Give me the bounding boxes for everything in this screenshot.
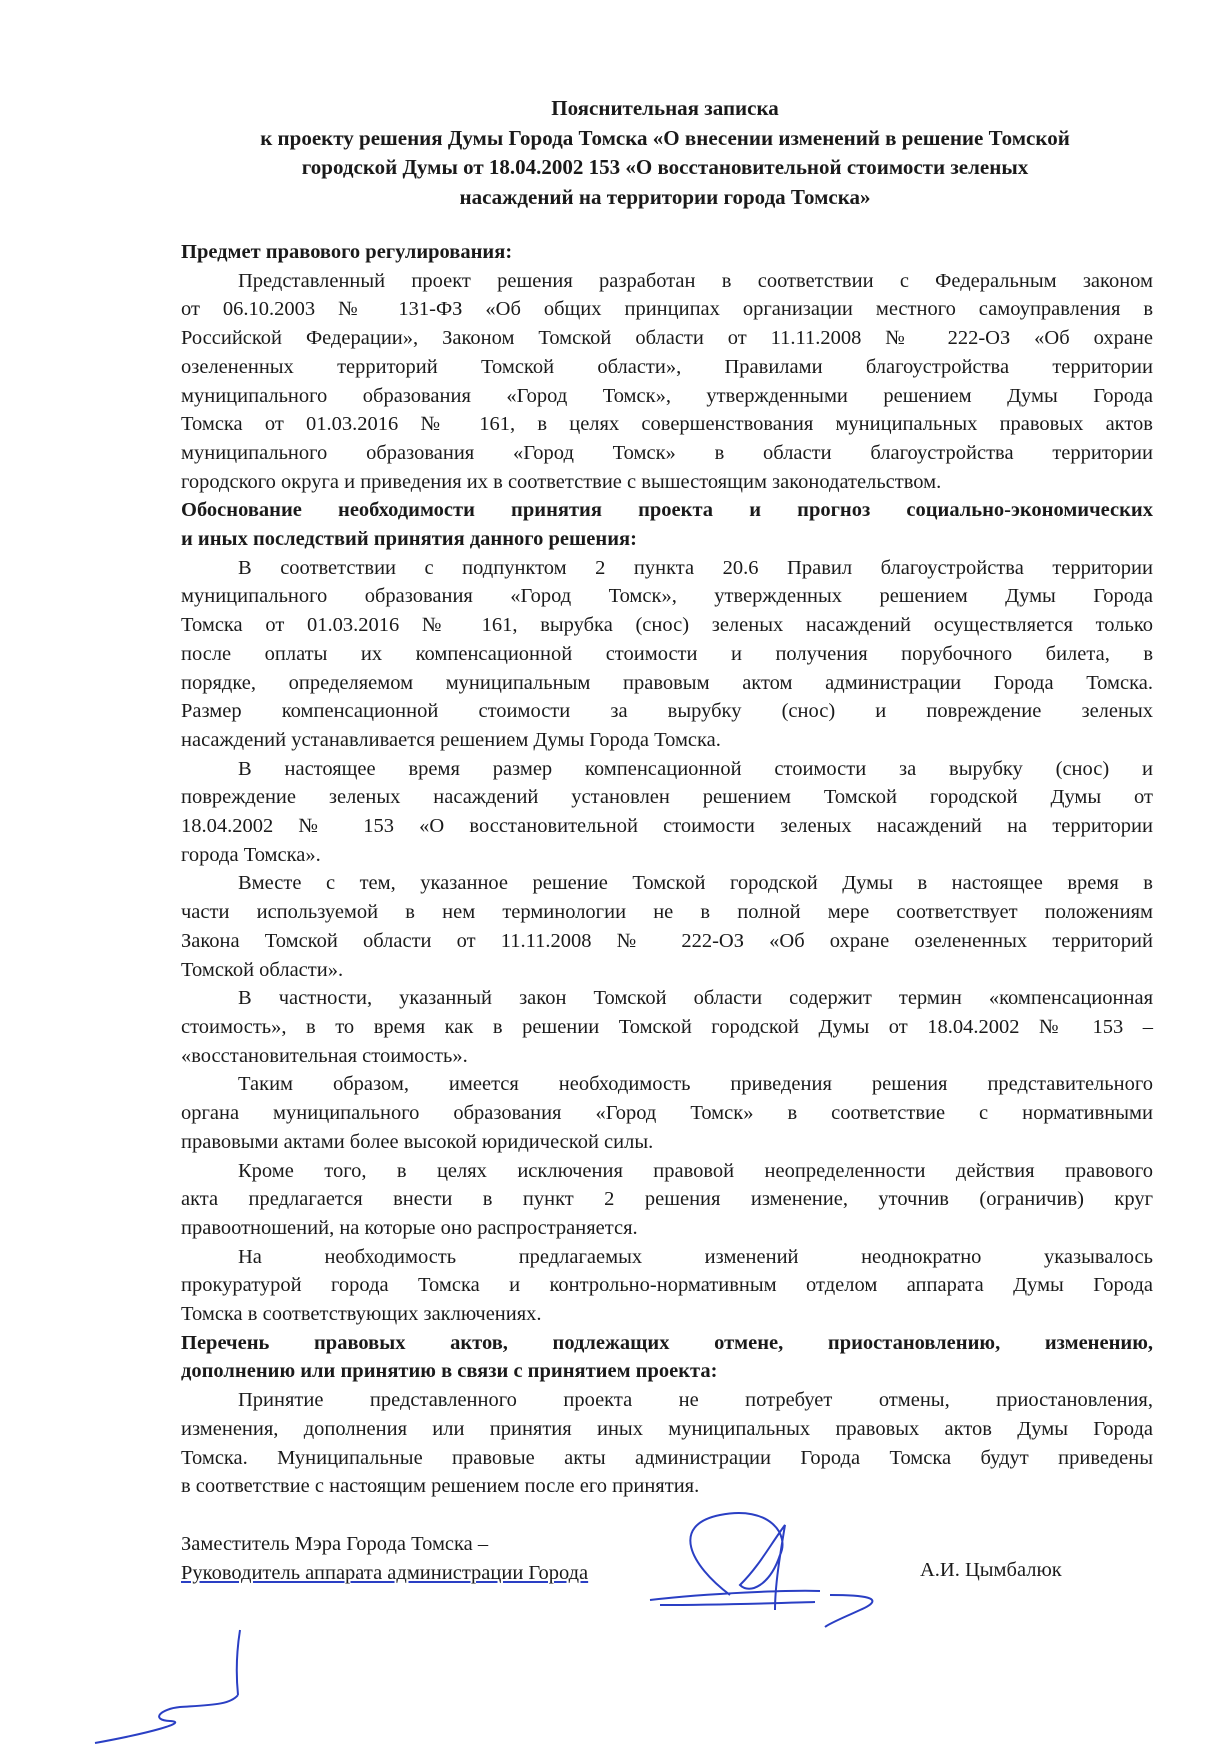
text-line: изменения, дополнения или принятия иных муниципальных правовых актов Думы Города (181, 1417, 1153, 1440)
section-heading (181, 238, 1153, 267)
paragraph (181, 1157, 1153, 1243)
position-line-2: Руководитель аппарата администрации Города (181, 1561, 589, 1584)
document-body (181, 238, 1153, 1501)
text-line: Перечень правовых актов, подлежащих отмене, приостановлению, изменению, (181, 1331, 1153, 1354)
paragraph (181, 267, 1153, 497)
text-line: дополнению или принятию в связи с принятием проекта: (181, 1360, 718, 1383)
text-line: порядке, определяемом муниципальным правовым актом администрации Города Томска. (181, 671, 1153, 694)
text-line: и иных последствий принятия данного решения: (181, 528, 637, 551)
paragraph (181, 554, 1153, 755)
text-line: от 06.10.2003 № 131-ФЗ «Об общих принципах организации местного самоуправления в (181, 298, 1153, 321)
position-line-1: Заместитель Мэра Города Томска – (181, 1533, 489, 1555)
text-line: муниципального образования «Город Томск», утвержденными решением Думы Города (181, 384, 1153, 407)
text-line: Представленный проект решения разработан в соответствии с Федеральным законом (238, 269, 1153, 292)
text-line: озелененных территорий Томской области», Правилами благоустройства территории (181, 355, 1153, 378)
text-line: после оплаты их компенсационной стоимости и получения порубочного билета, в (181, 642, 1153, 665)
text-line: насаждений устанавливается решением Думы Города Томска. (181, 728, 721, 751)
title-line: к проекту решения Думы Города Томска «О внесении изменений в решение Томской (260, 125, 1070, 150)
text-line: Принятие представленного проекта не потребует отмены, приостановления, (238, 1389, 1153, 1412)
text-line: муниципального образования «Город Томск», утвержденных решением Думы Города (181, 585, 1153, 608)
text-line: правовыми актами более высокой юридической силы. (181, 1130, 654, 1153)
text-line: Томска. Муниципальные правовые акты администрации Города Томска будут приведены (181, 1446, 1153, 1469)
text-line: части используемой в нем терминологии не в полной мере соответствует положениям (181, 901, 1153, 924)
text-line: «восстановительная стоимость». (181, 1044, 468, 1067)
paragraph (181, 755, 1153, 870)
paragraph (181, 1070, 1153, 1156)
section-heading (181, 1329, 1153, 1386)
paragraph (181, 1386, 1153, 1501)
text-line: органа муниципального образования «Город Томск» в соответствие с нормативными (181, 1102, 1153, 1125)
text-line: Размер компенсационной стоимости за вырубку (снос) и повреждение зеленых (181, 700, 1153, 723)
text-line: прокуратурой города Томска и контрольно-нормативным отделом аппарата Думы Города (181, 1274, 1153, 1297)
text-line: Обоснование необходимости принятия проекта и прогноз социально-экономических (181, 499, 1153, 522)
text-line: В частности, указанный закон Томской области содержит термин «компенсационная (238, 987, 1153, 1010)
text-line: Предмет правового регулирования: (181, 241, 513, 263)
text-line: муниципального образования «Город Томск» в области благоустройства территории (181, 441, 1153, 464)
text-line: Томска от 01.03.2016 № 161, в целях совершенствования муниципальных правовых актов (181, 413, 1153, 436)
text-line: повреждение зеленых насаждений установлен решением Томской городской Думы от (181, 786, 1153, 809)
text-line: В настоящее время размер компенсационной стоимости за вырубку (снос) и (238, 757, 1153, 780)
title-line: Пояснительная записка (551, 96, 779, 120)
paragraph (181, 1243, 1153, 1329)
text-line: городского округа и приведения их в соответствие с вышестоящим законодательством. (181, 470, 942, 493)
text-line: Томска в соответствующих заключениях. (181, 1303, 542, 1326)
text-line: Томской области». (181, 958, 344, 981)
text-line: акта предлагается внести в пункт 2 решения изменение, уточнив (ограничив) круг (181, 1188, 1153, 1211)
initials-mark (90, 1625, 250, 1745)
text-line: Закона Томской области от 11.11.2008 № 222-ОЗ «Об охране озелененных территорий (181, 929, 1153, 952)
text-line: Кроме того, в целях исключения правовой неопределенности действия правового (238, 1159, 1153, 1182)
paragraph (181, 984, 1153, 1070)
text-line: Таким образом, имеется необходимость приведения решения представительного (238, 1073, 1153, 1096)
text-line: правоотношений, на которые оно распространяется. (181, 1216, 638, 1239)
paragraph (181, 869, 1153, 984)
text-line: В соответствии с подпунктом 2 пункта 20.6 Правил благоустройства территории (238, 556, 1153, 579)
text-line: в соответствие с настоящим решением после его принятия. (181, 1475, 700, 1498)
signature-position (181, 1530, 588, 1587)
text-line: города Томска». (181, 843, 321, 866)
text-line: Российской Федерации», Законом Томской области от 11.11.2008 № 222-ОЗ «Об охране (181, 327, 1153, 350)
document-title (150, 94, 1180, 212)
text-line: Вместе с тем, указанное решение Томской городской Думы в настоящее время в (238, 872, 1153, 895)
title-line: городской Думы от 18.04.2002 153 «О восстановительной стоимости зеленых (301, 155, 1029, 179)
section-heading (181, 496, 1153, 553)
text-line: 18.04.2002 № 153 «О восстановительной стоимости зеленых насаждений на территории (181, 815, 1153, 838)
text-line: стоимость», в то время как в решении Томской городской Думы от 18.04.2002 № 153 – (181, 1015, 1153, 1038)
text-line: Томска от 01.03.2016 № 161, вырубка (снос) зеленых насаждений осуществляется только (181, 614, 1153, 637)
title-line: насаждений на территории города Томска» (459, 184, 871, 209)
signer-name: А.И. Цымбалюк (920, 1559, 1062, 1581)
handwritten-signature (630, 1505, 930, 1630)
text-line: На необходимость предлагаемых изменений неоднократно указывалось (238, 1245, 1153, 1268)
